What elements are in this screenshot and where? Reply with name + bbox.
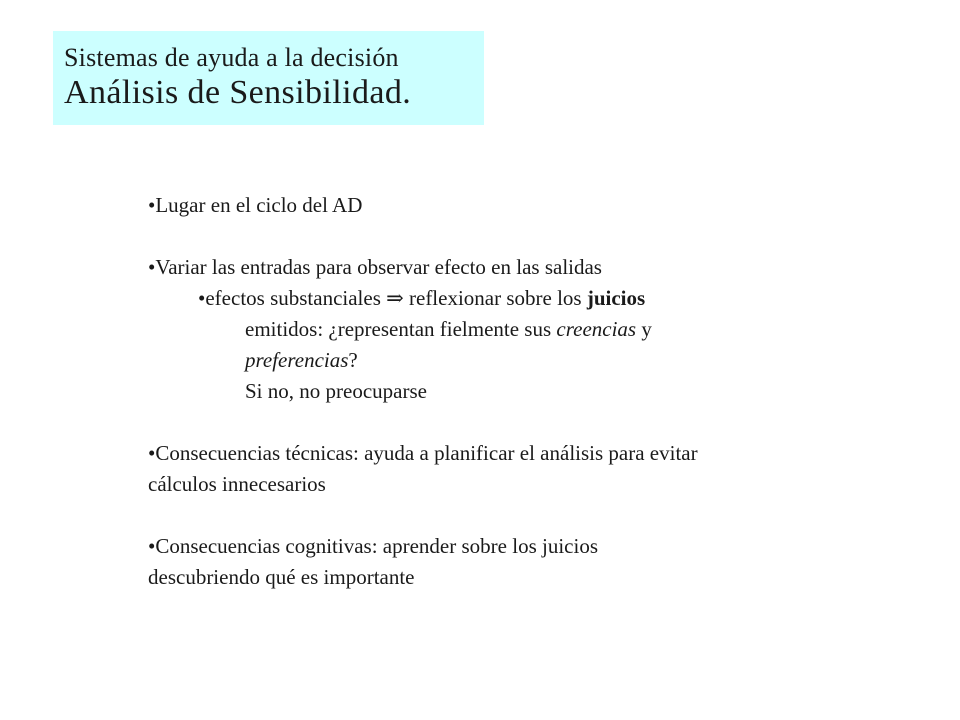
bullet-item-cognitivas bbox=[148, 531, 888, 562]
question-mark: ? bbox=[348, 348, 358, 372]
implies-arrow-icon: ⇒ bbox=[386, 286, 404, 310]
slide-content bbox=[148, 190, 888, 593]
title-box bbox=[53, 31, 484, 125]
bullet-icon: • bbox=[148, 193, 156, 217]
bullet-icon: • bbox=[148, 441, 156, 465]
bullet-text: Consecuencias cognitivas: aprender sobre los juicios bbox=[155, 534, 598, 558]
slide-subtitle: Sistemas de ayuda a la decisión bbox=[64, 43, 399, 72]
spacer bbox=[148, 221, 888, 252]
bullet-text: descubriendo qué es importante bbox=[148, 565, 415, 589]
continuation-text: emitidos: ¿representan fielmente sus bbox=[245, 317, 557, 341]
emphasis-creencias: creencias bbox=[556, 317, 637, 341]
bullet-item-tecnicas-cont bbox=[148, 469, 888, 500]
sub-bullet-text: efectos substanciales bbox=[205, 286, 387, 310]
spacer bbox=[148, 407, 888, 438]
spacer bbox=[148, 500, 888, 531]
bullet-text: Variar las entradas para observar efecto en las salidas bbox=[155, 255, 602, 279]
sub-bullet-text-mid: reflexionar sobre los bbox=[403, 286, 587, 310]
bullet-icon: • bbox=[148, 534, 156, 558]
sub-bullet-efectos bbox=[148, 283, 888, 314]
bullet-item-lugar bbox=[148, 190, 888, 221]
bullet-item-variar bbox=[148, 252, 888, 283]
bullet-item-cognitivas-cont bbox=[148, 562, 888, 593]
slide-title: Análisis de Sensibilidad. bbox=[64, 74, 412, 111]
bullet-icon: • bbox=[198, 286, 206, 310]
emphasis-preferencias: preferencias bbox=[245, 348, 349, 372]
continuation-line bbox=[148, 345, 888, 376]
continuation-line bbox=[148, 376, 888, 407]
bullet-text: cálculos innecesarios bbox=[148, 472, 326, 496]
continuation-text-end: y bbox=[636, 317, 652, 341]
bullet-item-tecnicas bbox=[148, 438, 888, 469]
bullet-text: Lugar en el ciclo del AD bbox=[155, 193, 363, 217]
continuation-text: Si no, no preocuparse bbox=[245, 379, 427, 403]
bullet-icon: • bbox=[148, 255, 156, 279]
continuation-line bbox=[148, 314, 888, 345]
emphasis-juicios: juicios bbox=[586, 286, 646, 310]
bullet-text: Consecuencias técnicas: ayuda a planificar el análisis para evitar bbox=[155, 441, 698, 465]
